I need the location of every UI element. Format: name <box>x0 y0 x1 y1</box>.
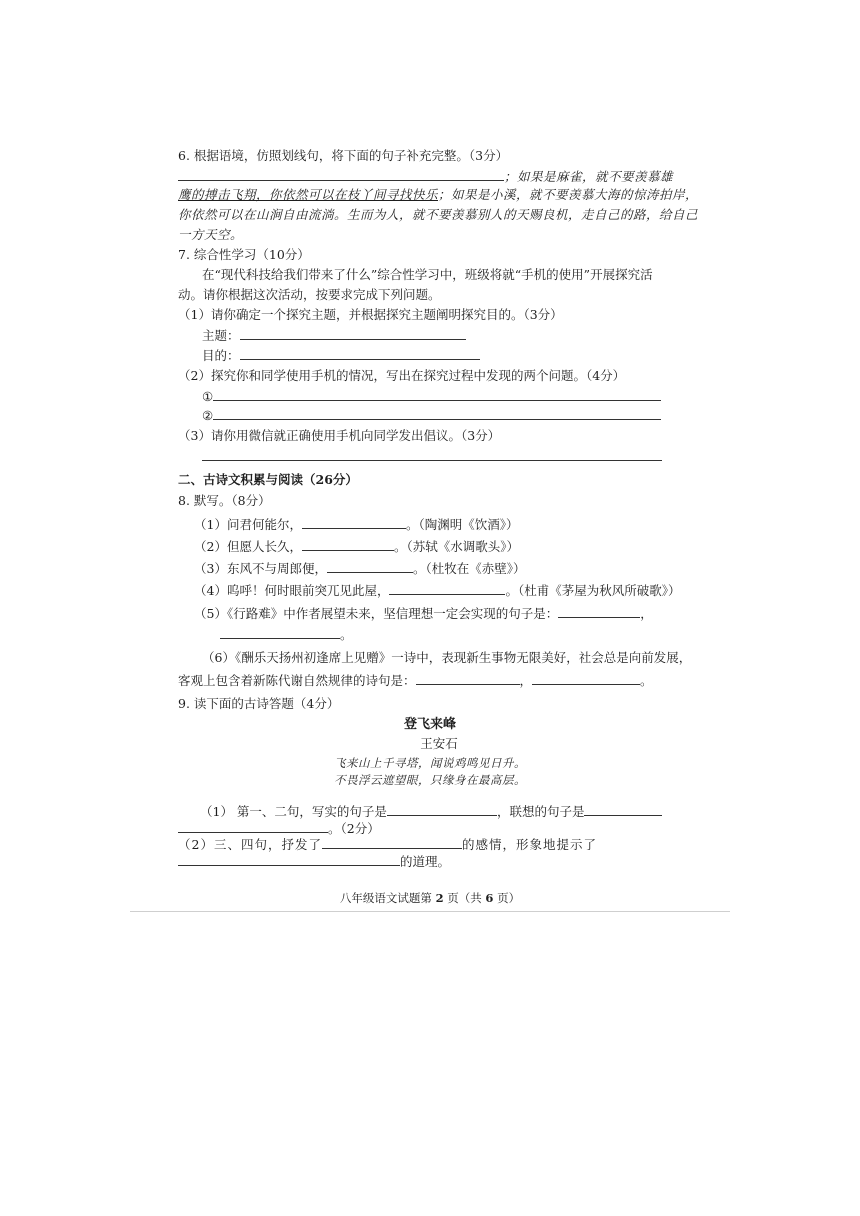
poem-line-1: 飞来山上千寻塔，闻说鸡鸣见日升。 <box>334 756 526 770</box>
q7-heading: 7. 综合性学习（10分） <box>178 247 310 262</box>
q6-blank <box>178 168 504 181</box>
q9-sub2-middle: 的感情，形象地提示了 <box>461 837 597 852</box>
q8-item-1 <box>194 516 518 533</box>
footer-prefix: 八年级语文试题第 <box>339 891 436 905</box>
footer-suffix: 页） <box>493 891 521 905</box>
q8-heading: 8. 默写。（8分） <box>178 493 271 508</box>
q8-item-1-prompt: （1）问君何能尔， <box>194 517 302 532</box>
q6-heading: 6. 根据语境，仿照划线句，将下面的句子补充完整。（3分） <box>178 148 509 163</box>
q8-item-4-blank[interactable] <box>389 582 505 595</box>
q8-item-4-source: 。（杜甫《茅屋为秋风所破歌》） <box>505 583 681 598</box>
footer-page-number: 2 <box>435 891 444 905</box>
q8-item-5-prompt: （5）《行路难》中作者展望未来，坚信理想一定会实现的句子是： <box>194 606 559 621</box>
q6-line3: 你依然可以在山涧自由流淌。生而为人，就不要羡慕别人的天赐良机，走自己的路，给自己 <box>178 207 699 222</box>
q7-topic-row <box>202 327 466 344</box>
q8-item-4 <box>194 582 680 599</box>
q9-sub1-points: 。（2分） <box>328 821 380 836</box>
q7-problem-1-blank[interactable] <box>213 388 661 401</box>
q6-line2-rest: ；如果是小溪，就不要羡慕大海的惊涛拍岸， <box>438 187 699 202</box>
q7-mark-1: ① <box>202 389 214 404</box>
q7-intro-2: 动。请你根据这次活动，按要求完成下列问题。 <box>178 287 441 302</box>
q6-underlined-sentence: 鹰的搏击飞翔，你依然可以在枝丫间寻找快乐 <box>178 187 439 202</box>
q7-topic-label: 主题： <box>202 328 240 343</box>
q7-purpose-row <box>202 347 480 364</box>
page-footer <box>0 890 860 906</box>
q8-item-5-blank-2[interactable] <box>220 626 340 639</box>
q8-item-6-blank-2[interactable] <box>532 672 640 685</box>
q8-item-5-period: 。 <box>340 627 353 642</box>
q8-item-6-prompt: 客观上包含着新陈代谢自然规律的诗句是： <box>178 673 416 688</box>
q7-problem-1-row <box>202 388 661 405</box>
q7-purpose-blank[interactable] <box>240 347 480 360</box>
q8-item-6-blank-1[interactable] <box>416 672 520 685</box>
q7-intro-1: 在“现代科技给我们带来了什么”综合性学习中，班级将就“手机的使用”开展探究活 <box>202 267 653 282</box>
q8-item-6-comma: ， <box>519 673 533 688</box>
q7-purpose-label: 目的： <box>202 348 240 363</box>
q9-sub1 <box>200 803 662 820</box>
q9-sub2-blank-2[interactable] <box>178 853 400 866</box>
q8-item-1-source: 。（陶渊明《饮酒》） <box>405 517 519 532</box>
q6-line1-tail: ；如果是麻雀，就不要羡慕雄 <box>504 169 674 184</box>
q7-problem-2-row <box>202 407 661 424</box>
q6-line1 <box>178 168 673 185</box>
q7-sub1: （1）请你确定一个探究主题，并根据探究主题阐明探究目的。（3分） <box>178 307 563 322</box>
q8-item-3-source: 。（杜牧在《赤壁》） <box>412 561 526 576</box>
q7-proposal-blank[interactable] <box>202 460 662 461</box>
q9-sub1-cont <box>178 820 380 837</box>
q9-sub1-prompt: （1） 第一、二句，写实的句子是 <box>200 804 387 819</box>
poem-title: 登飞来峰 <box>403 717 456 732</box>
q8-item-2-prompt: （2）但愿人长久， <box>194 539 302 554</box>
q8-item-5 <box>194 605 653 622</box>
q8-item-5-blank-1[interactable] <box>558 605 640 618</box>
q9-sub1-blank-1[interactable] <box>387 803 497 816</box>
q9-sub2-blank-1[interactable] <box>322 836 462 849</box>
poem-author: 王安石 <box>420 736 458 751</box>
q8-item-4-prompt: （4）呜呼！何时眼前突兀见此屋， <box>194 583 390 598</box>
q8-item-5-comma: ， <box>640 606 653 621</box>
q9-sub1-blank-3[interactable] <box>178 820 328 833</box>
q8-item-6-cont <box>178 672 653 689</box>
q9-sub1-middle: ，联想的句子是 <box>496 804 585 819</box>
section-2-heading: 二、古诗文积累与阅读（26分） <box>178 472 358 487</box>
q7-mark-2: ② <box>202 408 214 423</box>
q9-sub1-blank-2[interactable] <box>584 803 662 816</box>
q8-item-5-cont <box>220 626 353 643</box>
q8-item-1-blank[interactable] <box>302 516 406 529</box>
q8-item-6: （6）《酬乐天扬州初逢席上见赠》一诗中，表现新生事物无限美好，社会总是向前发展， <box>202 650 692 665</box>
q9-heading: 9. 读下面的古诗答题（4分） <box>178 696 340 711</box>
q6-line4: 一方天空。 <box>178 227 244 242</box>
q8-item-3-prompt: （3）东风不与周郎便， <box>194 561 327 576</box>
q8-item-2 <box>194 538 519 555</box>
q8-item-3 <box>194 560 525 577</box>
q8-item-2-blank[interactable] <box>302 538 394 551</box>
q7-sub2: （2）探究你和同学使用手机的情况，写出在探究过程中发现的两个问题。（4分） <box>178 368 626 383</box>
q9-sub2-cont <box>178 853 450 870</box>
q9-sub2 <box>178 836 597 853</box>
footer-divider <box>130 911 730 912</box>
q8-item-3-blank[interactable] <box>327 560 413 573</box>
q8-item-6-period: 。 <box>640 673 653 688</box>
q6-line2 <box>178 187 698 203</box>
footer-middle: 页（共 <box>443 891 486 905</box>
q9-sub2-tail: 的道理。 <box>400 854 451 869</box>
q8-item-2-source: 。（苏轼《水调歌头》） <box>393 539 519 554</box>
q7-sub3: （3）请你用微信就正确使用手机向同学发出倡议。（3分） <box>178 428 501 443</box>
q7-topic-blank[interactable] <box>240 327 466 340</box>
q9-sub2-prompt: （2）三、四句，抒发了 <box>178 837 322 852</box>
q7-problem-2-blank[interactable] <box>213 407 661 420</box>
footer-total-pages: 6 <box>485 891 494 905</box>
poem-line-2: 不畏浮云遮望眼，只缘身在最高层。 <box>334 773 526 787</box>
